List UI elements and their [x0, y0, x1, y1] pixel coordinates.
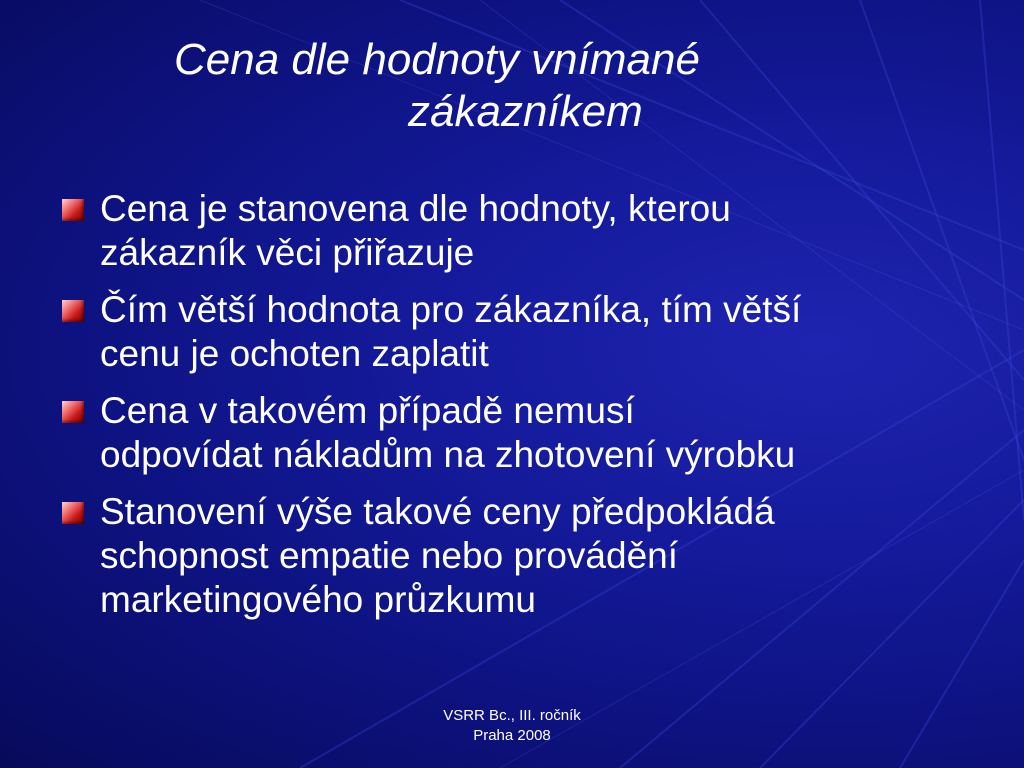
bullet-text-line2: cenu je ochoten zaplatit	[100, 333, 489, 374]
bullet-item	[62, 490, 982, 622]
footer-line1: VSRR Bc., III. ročník	[443, 707, 581, 724]
slide-title	[60, 34, 980, 138]
bullet-text-line1: Čím větší hodnota pro zákazníka, tím větší	[100, 289, 802, 330]
square-bullet-icon	[62, 502, 84, 524]
bullet-text-line2: schopnost empatie nebo provádění	[100, 535, 679, 576]
bullet-text-line3: marketingového průzkumu	[100, 579, 536, 620]
bullet-item	[62, 187, 982, 275]
bullet-item	[62, 389, 982, 477]
square-bullet-icon	[62, 199, 84, 221]
square-bullet-icon	[62, 401, 84, 423]
bullet-text-line2: zákazník věci přiřazuje	[100, 232, 475, 273]
bullet-list	[62, 187, 982, 635]
bullet-text-line1: Cena je stanovena dle hodnoty, kterou	[100, 188, 731, 229]
slide-footer	[412, 706, 612, 746]
bullet-text-line2: odpovídat nákladům na zhotovení výrobku	[100, 434, 796, 475]
bullet-text-line1: Stanovení výše takové ceny předpokládá	[100, 491, 775, 532]
footer-line2: Praha 2008	[473, 727, 551, 744]
bullet-text-line1: Cena v takovém případě nemusí	[100, 390, 635, 431]
slide-title-line2: zákazníkem	[408, 87, 643, 136]
bullet-item	[62, 288, 982, 376]
slide-title-line1: Cena dle hodnoty vnímané	[174, 35, 700, 84]
square-bullet-icon	[62, 300, 84, 322]
